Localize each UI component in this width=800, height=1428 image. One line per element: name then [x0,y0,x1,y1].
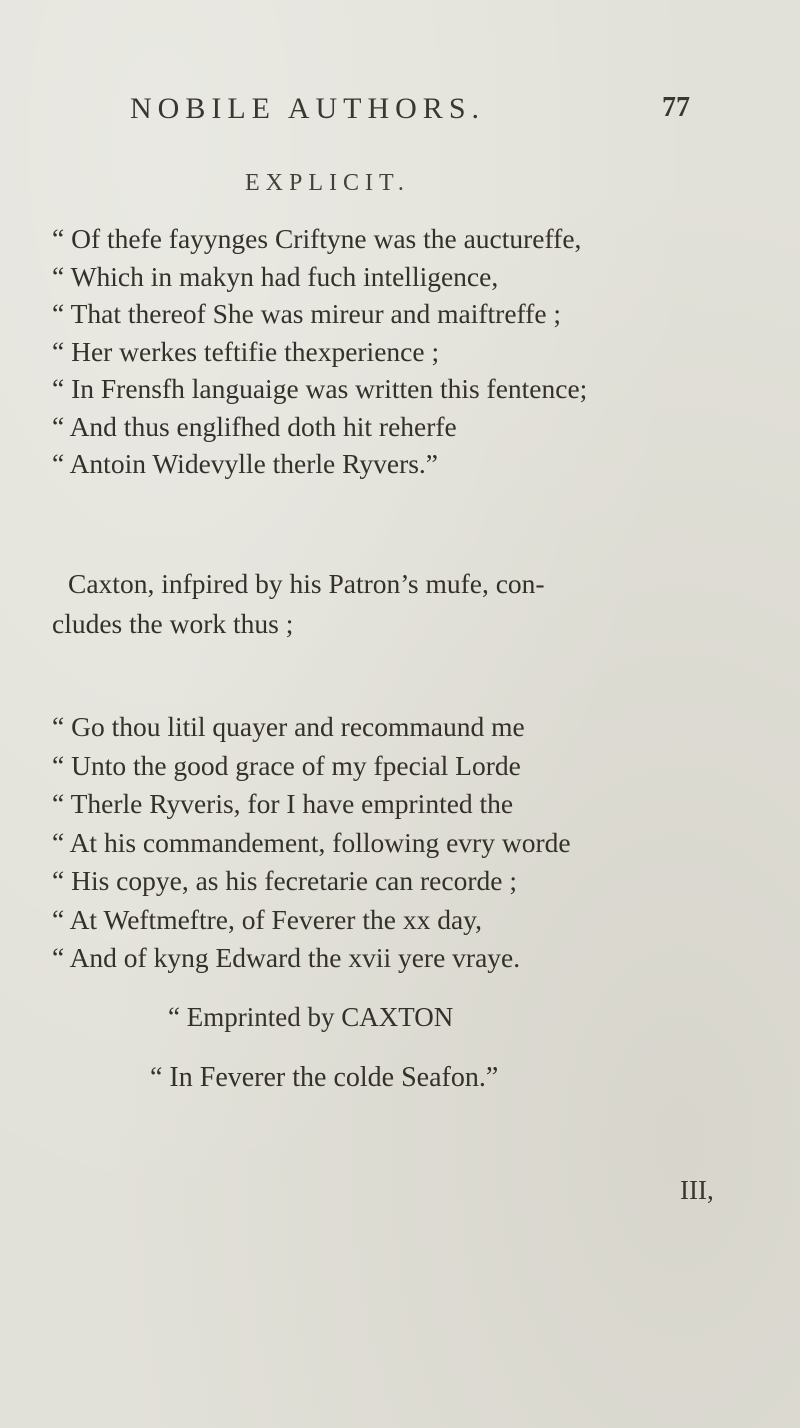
verse-stanza-two [52,708,772,978]
verse-line: “ His copye, as his fecretarie can recorde ; [52,865,517,896]
verse-line: “ Antoin Widevylle therle Ryvers.” [52,448,439,479]
prose-line: cludes the work thus ; [52,608,294,639]
verse-line: “ Of thefe fayynges Criftyne was the auctureffe, [52,223,582,254]
verse-line: “ And of kyng Edward the xvii yere vraye. [52,942,521,973]
explicit-heading: EXPLICIT. [245,170,410,196]
verse-line: “ In Frensfh languaige was written this fentence; [52,373,588,404]
page-number: 77 [662,92,690,123]
prose-paragraph [52,564,772,644]
imprint-line: “ Emprinted by CAXTON [168,1002,454,1032]
verse-line: “ Her werkes teftifie thexperience ; [52,335,440,367]
verse-line: “ Which in makyn had fuch intelligence, [52,260,499,292]
page-header [130,92,690,132]
running-head: NOBILE AUTHORS. [130,92,486,125]
verse-line: “ At his commandement, following evry worde [52,826,571,858]
verse-line: “ Go thou litil quayer and recommaund me [52,711,525,742]
verse-line: “ And thus englifhed doth hit reherfe [52,410,457,442]
verse-stanza-one [52,220,772,483]
imprint-season-line: “ In Feverer the colde Seafon.” [150,1062,499,1093]
verse-line: “ Therle Ryveris, for I have emprinted the [52,788,514,819]
prose-line: Caxton, infpired by his Patron’s mufe, con- [68,568,545,599]
verse-line: “ Unto the good grace of my fpecial Lorde [52,749,521,781]
verse-line: “ That thereof She was mireur and maiftreffe ; [52,298,562,329]
signature-mark: III, [680,1175,714,1205]
verse-line: “ At Weftmeftre, of Feverer the xx day, [52,903,482,935]
